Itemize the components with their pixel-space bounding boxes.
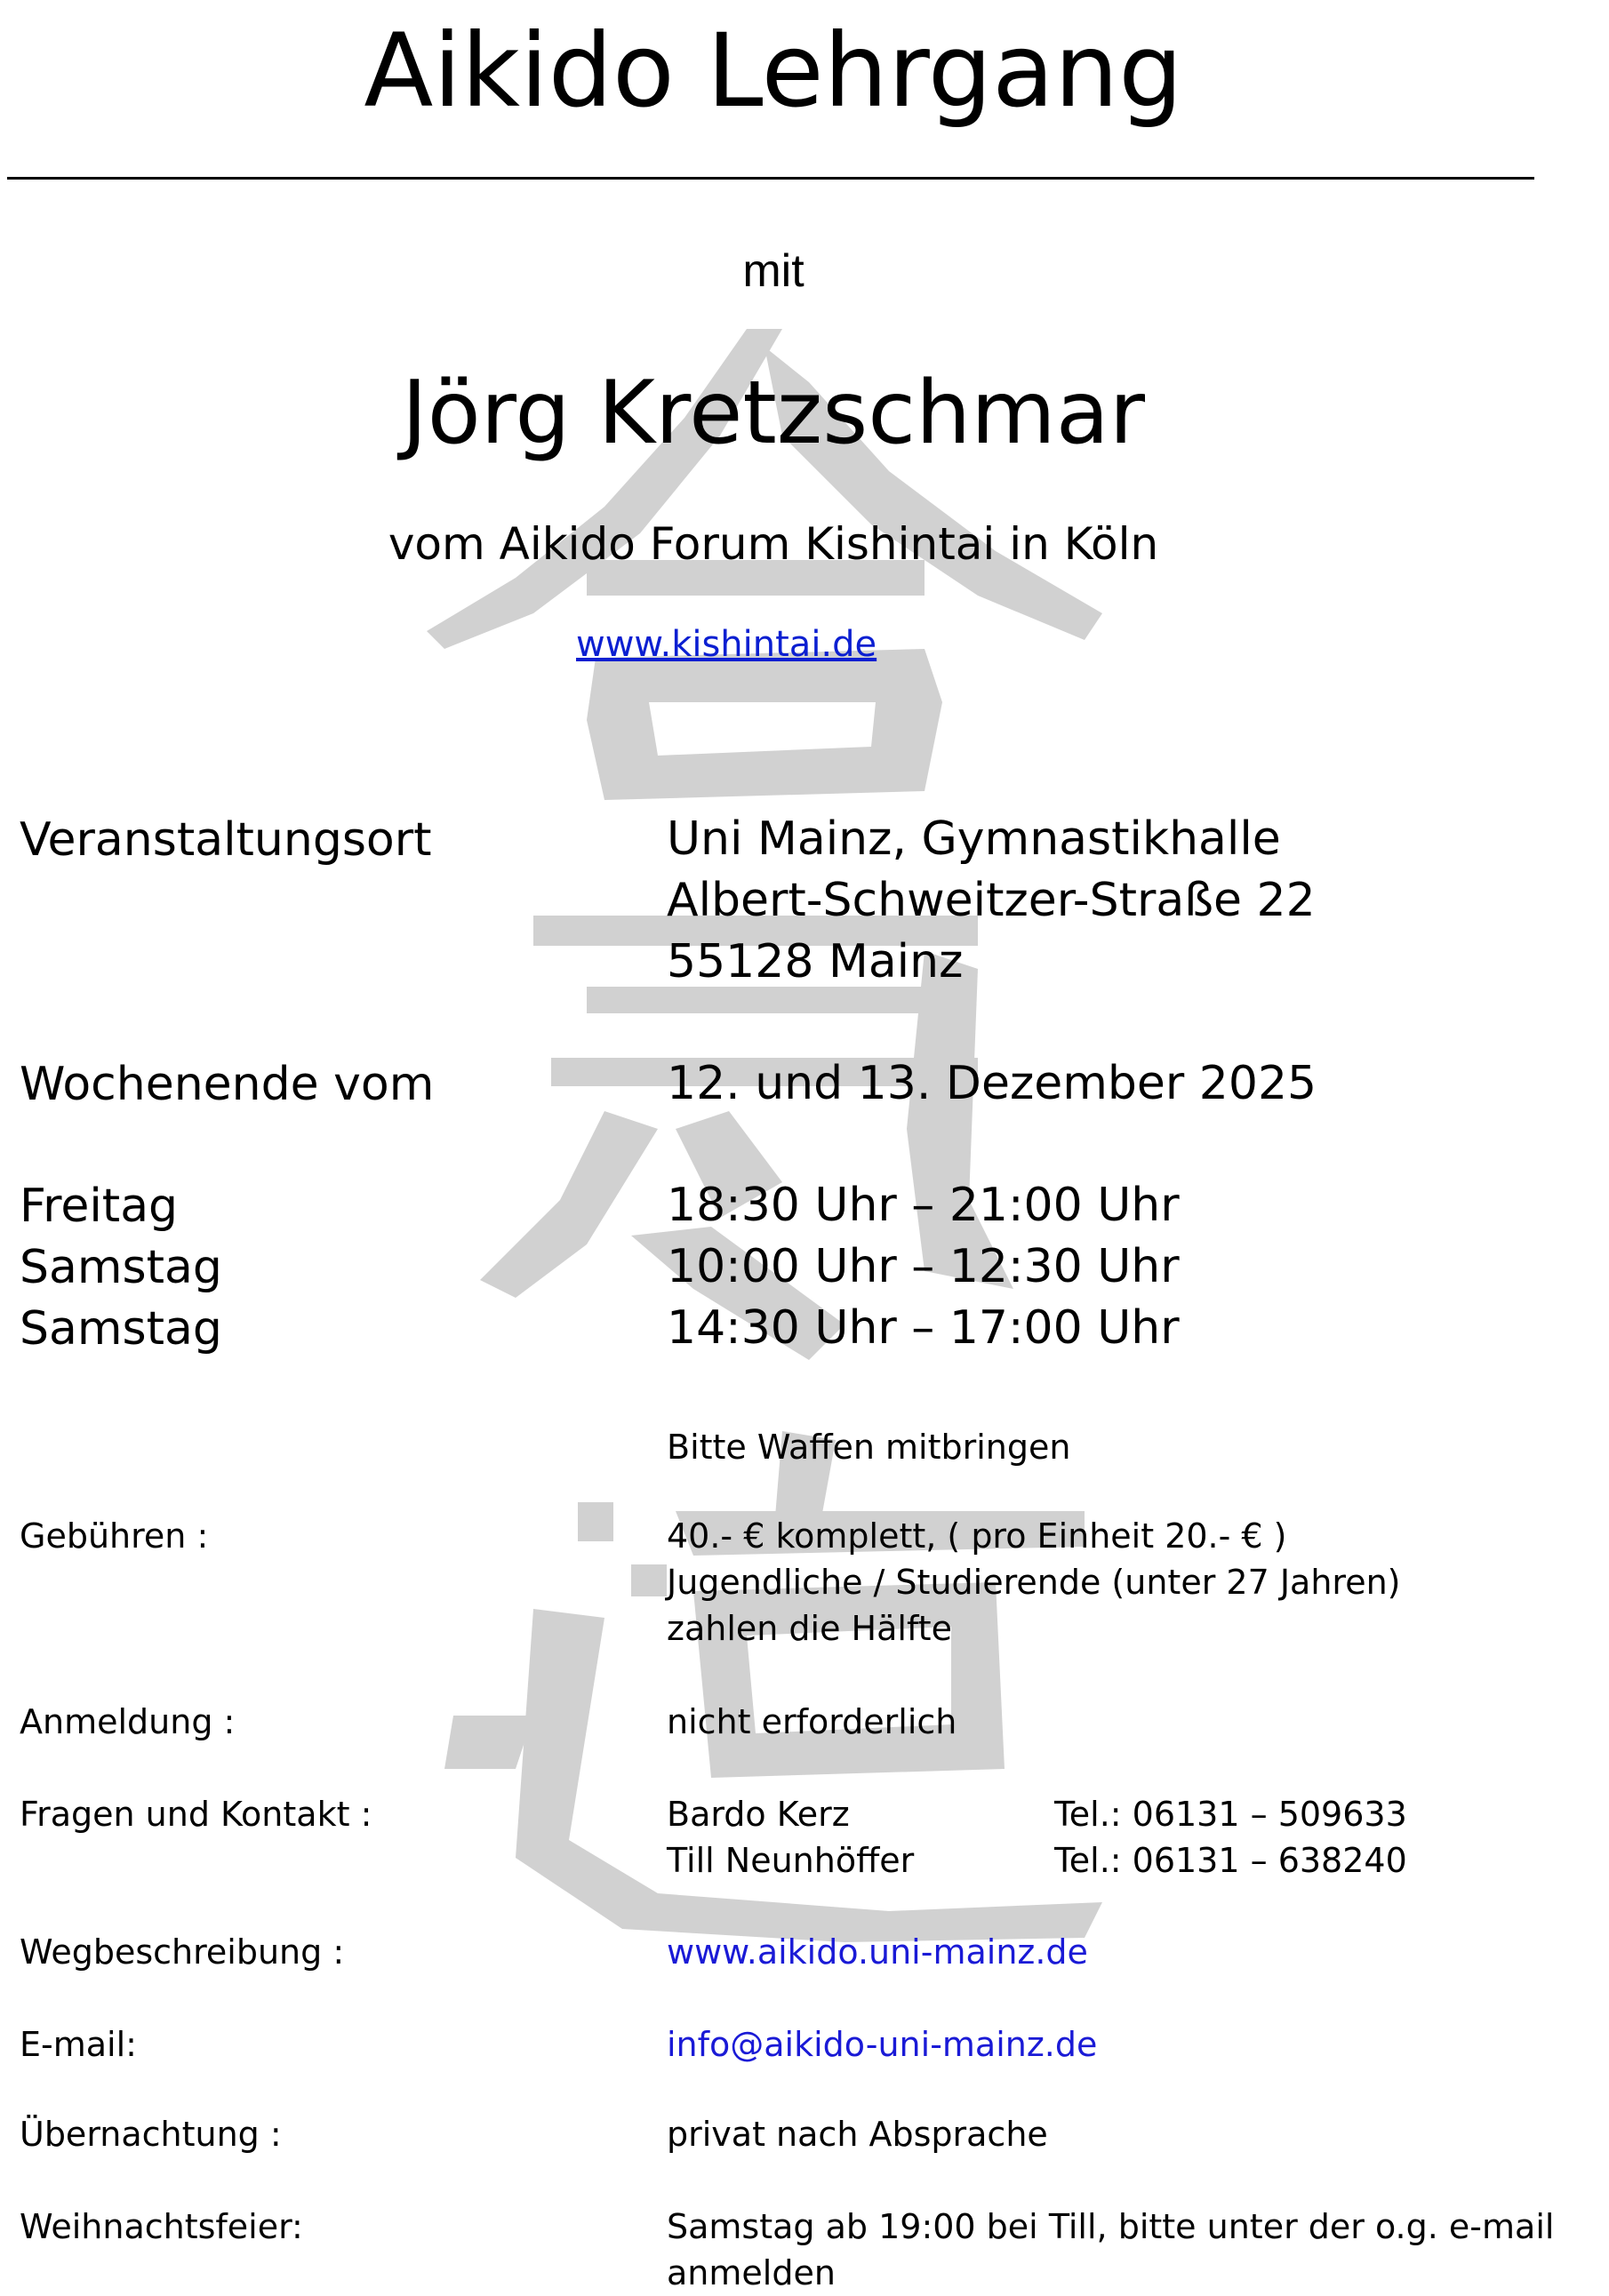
weekend-dates: 12. und 13. Dezember 2025 <box>667 1057 1317 1110</box>
club-line: vom Aikido Forum Kishintai in Köln <box>388 518 1159 570</box>
registration-value: nicht erforderlich <box>667 1702 957 1741</box>
contact-name: Bardo Kerz <box>667 1795 850 1834</box>
party-line-1: Samstag ab 19:00 bei Till, bitte unter der o.g. e-mail <box>667 2207 1555 2246</box>
contact-name: Till Neunhöffer <box>667 1841 915 1880</box>
venue-line-2: Albert-Schweitzer-Straße 22 <box>667 874 1316 927</box>
party-label: Weihnachtsfeier: <box>20 2207 303 2246</box>
title-divider <box>7 177 1534 180</box>
contact-label: Fragen und Kontakt : <box>20 1795 372 1834</box>
registration-label: Anmeldung : <box>20 1702 236 1741</box>
weapons-note: Bitte Waffen mitbringen <box>667 1428 1071 1467</box>
accommodation-value: privat nach Absprache <box>667 2115 1048 2154</box>
fees-line-2: Jugendliche / Studierende (unter 27 Jahren) <box>667 1563 1401 1602</box>
accommodation-label: Übernachtung : <box>20 2115 282 2154</box>
contact-phone: Tel.: 06131 – 638240 <box>1054 1841 1407 1880</box>
directions-link[interactable]: www.aikido.uni-mainz.de <box>667 1932 1088 1972</box>
schedule-day: Freitag <box>20 1180 179 1233</box>
schedule-day: Samstag <box>20 1241 222 1294</box>
fees-line-3: zahlen die Hälfte <box>667 1609 952 1648</box>
club-website-link[interactable]: www.kishintai.de <box>576 624 877 665</box>
page-title: Aikido Lehrgang <box>364 12 1183 130</box>
contact-phone: Tel.: 06131 – 509633 <box>1054 1795 1407 1834</box>
directions-label: Wegbeschreibung : <box>20 1932 345 1972</box>
fees-line-1: 40.- € komplett, ( pro Einheit 20.- € ) <box>667 1516 1287 1556</box>
teacher-name: Jörg Kretzschmar <box>401 363 1146 464</box>
fees-label: Gebühren : <box>20 1516 209 1556</box>
email-link[interactable]: info@aikido-uni-mainz.de <box>667 2025 1098 2064</box>
weekend-label: Wochenende vom <box>20 1058 435 1111</box>
schedule-day: Samstag <box>20 1302 222 1356</box>
venue-line-1: Uni Mainz, Gymnastikhalle <box>667 812 1281 866</box>
email-label: E-mail: <box>20 2025 137 2064</box>
schedule-time: 10:00 Uhr – 12:30 Uhr <box>667 1240 1180 1293</box>
venue-label: Veranstaltungsort <box>20 813 432 867</box>
venue-line-3: 55128 Mainz <box>667 935 964 988</box>
schedule-time: 14:30 Uhr – 17:00 Uhr <box>667 1301 1180 1355</box>
schedule-time: 18:30 Uhr – 21:00 Uhr <box>667 1179 1180 1232</box>
party-line-2: anmelden <box>667 2253 836 2292</box>
with-label: mit <box>742 245 804 297</box>
